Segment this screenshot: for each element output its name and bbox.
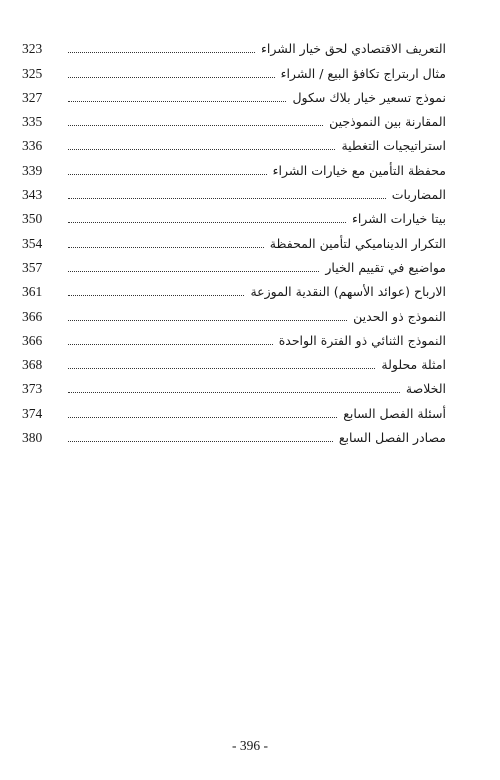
toc-page-number: 354 (22, 235, 43, 251)
toc-page-number: 336 (22, 138, 43, 154)
dot-leader (68, 247, 264, 248)
toc-entry (22, 350, 446, 374)
dot-leader (68, 149, 335, 150)
toc-entry-title: الارباح (عوائد الأسهم) النقدية الموزعة (250, 284, 446, 300)
toc-page-number: 325 (22, 65, 43, 81)
toc-entry-title: مواضيع في تقييم الخيار (325, 259, 446, 275)
toc-entry (22, 131, 446, 155)
toc-entry-title: مصادر الفصل السابع (338, 430, 446, 446)
toc-entry-title: النموذج ذو الحدين (353, 308, 446, 324)
toc-page-number: 335 (22, 114, 43, 130)
toc-entry (22, 277, 446, 301)
dot-leader (68, 295, 244, 296)
table-of-contents (22, 34, 446, 447)
toc-entry (22, 253, 446, 277)
toc-entry-title: التعريف الاقتصادي لحق خيار الشراء (261, 41, 446, 57)
toc-page-number: 366 (22, 332, 43, 348)
toc-page-number: 361 (22, 284, 43, 300)
toc-entry-title: أسئلة الفصل السابع (343, 405, 446, 421)
toc-page-number: 323 (22, 41, 43, 57)
toc-entry (22, 180, 446, 204)
toc-entry (22, 83, 446, 107)
dot-leader (68, 368, 375, 369)
dot-leader (68, 101, 286, 102)
toc-page-number: 374 (22, 405, 43, 421)
toc-page-number: 343 (22, 187, 43, 203)
toc-entry-title: نموذج تسعير خيار بلاك سكول (292, 89, 446, 105)
toc-entry (22, 301, 446, 325)
toc-entry-title: استراتيجيات التغطية (341, 138, 446, 154)
toc-entry-title: النموذج الثنائي ذو الفترة الواحدة (278, 332, 446, 348)
toc-entry-title: المضاربات (391, 187, 446, 203)
toc-entry-title: بيتا خيارات الشراء (351, 211, 446, 227)
toc-entry-title: المقارنة بين النموذجين (329, 114, 446, 130)
toc-page-number: 373 (22, 381, 43, 397)
toc-entry (22, 204, 446, 228)
toc-entry (22, 398, 446, 422)
toc-entry (22, 34, 446, 58)
dot-leader (68, 392, 400, 393)
dot-leader (68, 271, 319, 272)
dot-leader (68, 441, 333, 442)
toc-page-number: 380 (22, 430, 43, 446)
dot-leader (68, 344, 273, 345)
toc-page-number: 350 (22, 211, 43, 227)
toc-entry (22, 155, 446, 179)
toc-entry-title: محفظة التأمين مع خيارات الشراء (272, 162, 446, 178)
toc-page-number: 327 (22, 89, 43, 105)
dot-leader (68, 77, 275, 78)
toc-entry (22, 374, 446, 398)
toc-entry-title: امثلة محلولة (381, 357, 446, 373)
dot-leader (68, 320, 347, 321)
toc-page-number: 357 (22, 259, 43, 275)
toc-entry (22, 228, 446, 252)
dot-leader (68, 52, 255, 53)
toc-page-number: 368 (22, 357, 43, 373)
dot-leader (68, 417, 337, 418)
toc-entry (22, 58, 446, 82)
toc-page-number: 366 (22, 308, 43, 324)
dot-leader (68, 222, 346, 223)
toc-page-number: 339 (22, 162, 43, 178)
dot-leader (68, 198, 386, 199)
toc-entry-title: مثال اربتراج تكافؤ البيع / الشراء (280, 65, 446, 81)
toc-entry (22, 107, 446, 131)
toc-entry-title: التكرار الديناميكي لتأمين المحفظة (269, 235, 446, 251)
page-number-footer: - 396 - (232, 738, 268, 753)
dot-leader (68, 174, 267, 175)
toc-entry (22, 326, 446, 350)
dot-leader (68, 125, 323, 126)
toc-entry-title: الخلاصة (405, 381, 446, 397)
toc-entry (22, 423, 446, 447)
